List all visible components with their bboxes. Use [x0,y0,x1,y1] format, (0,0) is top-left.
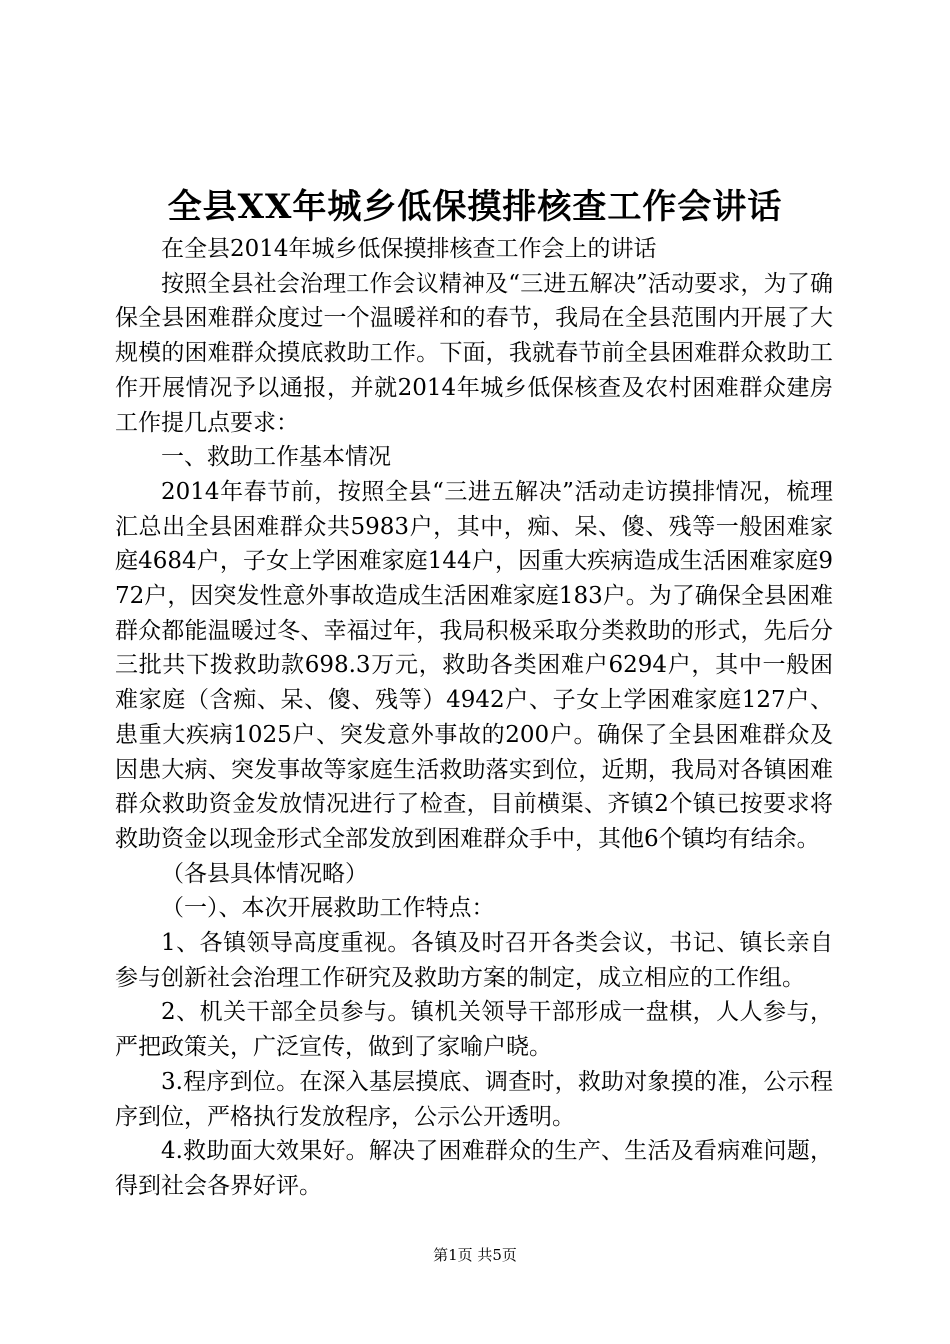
list-item: 1、各镇领导高度重视。各镇及时召开各类会议，书记、镇长亲自参与创新社会治理工作研究及救助方案的制定，成立相应的工作组。 [115,930,833,991]
section-heading: 一、救助工作基本情况 [161,444,391,471]
body-paragraph: 2014年春节前，按照全县“三进五解决”活动走访摸排情况，梳理汇总出全县困难群众共5983户，其中，痴、呆、傻、残等一般困难家庭4684户，子女上学困难家庭144户，因重大疾病造成生活困难家庭972户，因突发性意外事故造成生活困难家庭183户。为了确保全县困难群众都能温暖过冬、幸福过年，我局积极采取分类救助的形式，先后分三批共下拨救助款698.3万元，救助各类困难户6294户，其中一般困难家庭（含痴、呆、傻、残等）4942户、子女上学困难家庭127户、患重大疾病1025户、突发意外事故的200户。确保了全县困难群众及因患大病、突发事故等家庭生活救助落实到位，近期，我局对各镇困难群众救助资金发放情况进行了检查，目前横渠、齐镇2个镇已按要求将救助资金以现金形式全部发放到困难群众手中，其他6个镇均有结余。 [115,478,833,852]
list-item: 2、机关干部全员参与。镇机关领导干部形成一盘棋，人人参与，严把政策关，广泛宣传，做到了家喻户晓。 [115,999,833,1061]
document-body [115,232,833,1204]
note-paragraph: （各县具体情况略） [161,860,368,887]
page-number-footer: 第1页 共5页 [433,1246,517,1264]
subtitle-paragraph: 在全县2014年城乡低保摸排核查工作会上的讲话 [161,236,657,262]
document-title: 全县XX年城乡低保摸排核查工作会讲话 [167,187,783,227]
intro-paragraph: 按照全县社会治理工作会议精神及“三进五解决”活动要求，为了确保全县困难群众度过一个温暖祥和的春节，我局在全县范围内开展了大规模的困难群众摸底救助工作。下面，我就春节前全县困难群众救助工作开展情况予以通报，并就2014年城乡低保核查及农村困难群众建房工作提几点要求： [115,270,833,436]
subsection-heading: （一）、本次开展救助工作特点： [161,895,495,922]
list-item: 4.救助面大效果好。解决了困难群众的生产、生活及看病难问题，得到社会各界好评。 [115,1138,833,1199]
list-item: 3.程序到位。在深入基层摸底、调查时，救助对象摸的准，公示程序到位，严格执行发放程序，公示公开透明。 [115,1068,833,1130]
